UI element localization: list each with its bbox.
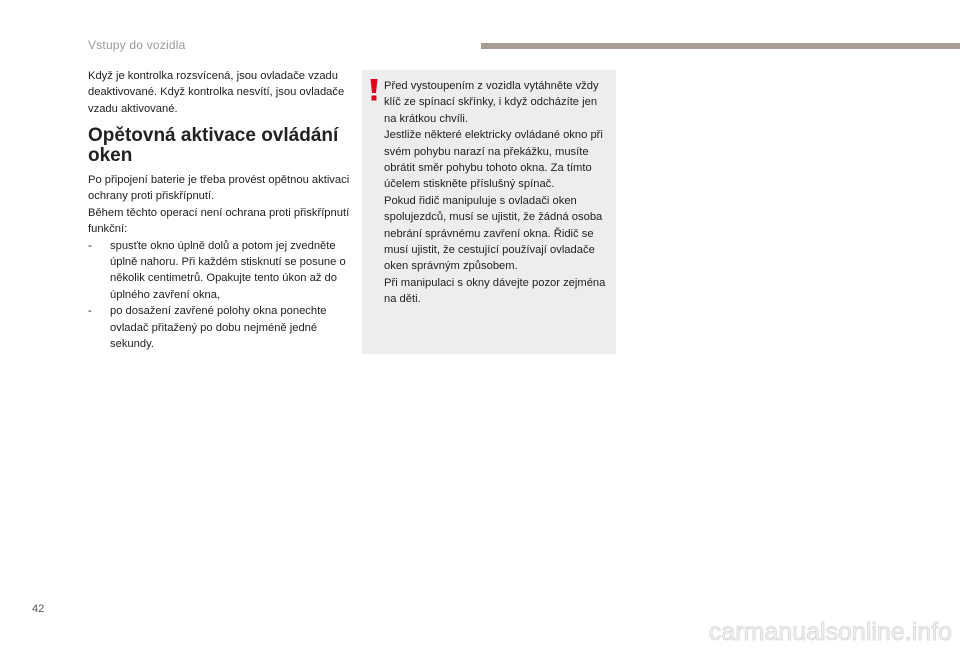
list-dash: - (88, 239, 92, 252)
warning-paragraph: Jestliže některé elektricky ovládané okno při svém pohybu narazí na překážku, musíte obrátit směr pohybu tohoto okna. Za tímto účelem stiskněte příslušný spínač. (384, 129, 603, 191)
list-dash: - (88, 305, 92, 318)
warning-paragraph: Při manipulaci s okny dávejte pozor zejména na děti. (384, 276, 606, 306)
exclamation-mark-icon (370, 79, 378, 101)
list-item-text: po dosažení zavřené polohy okna ponechte ovladač přitažený po dobu nejméně jedné sekundy. (110, 305, 327, 351)
warning-paragraph: Před vystoupením z vozidla vytáhněte vždy klíč ze spínací skřínky, i když odcházíte jen na krátkou chvíli. (384, 80, 599, 125)
section-paragraph-2: Během těchto operací není ochrana proti přiskřípnutí funkční: (88, 206, 350, 236)
instruction-list (88, 238, 350, 353)
section-paragraph-1: Po připojení baterie je třeba provést opětnou aktivaci ochrany proti přiskřípnutí. (88, 174, 350, 203)
page-number: 42 (32, 603, 45, 615)
list-item (88, 238, 350, 304)
section-heading: Opětovná aktivace ovládání oken (88, 125, 339, 166)
warning-box (362, 70, 616, 354)
intro-paragraph: Když je kontrolka rozsvícená, jsou ovladače vzadu deaktivované. Když kontrolka nesvítí, jsou ovladače vzadu aktivované. (88, 70, 345, 115)
list-item (88, 303, 350, 352)
section-body (88, 172, 350, 352)
watermark-logo (556, 616, 956, 646)
list-item-text: spusťte okno úplně dolů a potom jej zvedněte úplně nahoru. Při každém stisknutí se posune o několik centimetrů. Opakujte tento úkon až do úplného zavření okna, (110, 239, 346, 301)
section-title: Vstupy do vozidla (88, 38, 186, 52)
watermark-text: carmanualsonline.info (708, 618, 952, 646)
warning-paragraph: Pokud řidič manipuluje s ovladači oken spolujezdců, musí se ujistit, že žádná osoba nebrání správnému zavření okna. Řidič se musí ujistit, že cestující používají ovladače oken správným způsobem. (384, 194, 603, 273)
warning-text (384, 78, 610, 308)
header-divider-bar (481, 43, 960, 49)
